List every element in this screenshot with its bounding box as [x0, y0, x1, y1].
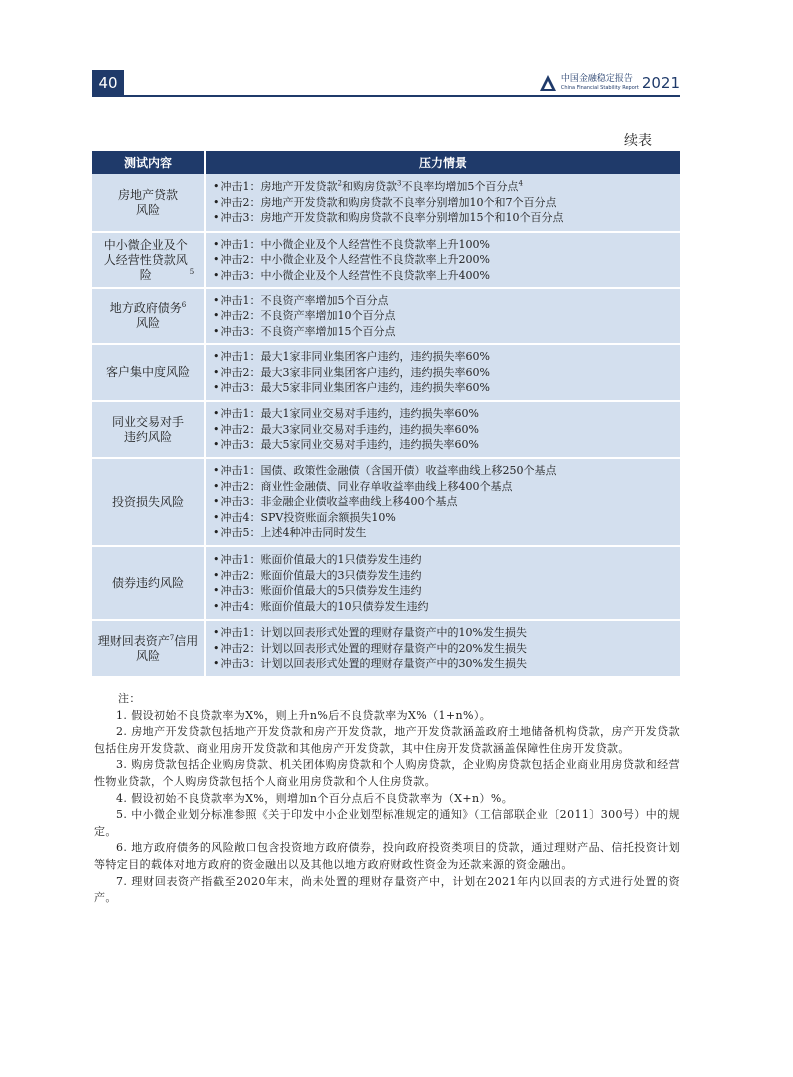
shock-item [213, 252, 680, 268]
note-item: 1. 假设初始不良贷款率为X%，则上升n%后不良贷款率为X%（1+n%）。 [116, 708, 492, 722]
category-cell [92, 401, 205, 458]
shock-label: 冲击3： [220, 438, 261, 452]
bullet-icon: • [213, 422, 220, 436]
bullet-icon: • [213, 211, 220, 225]
shock-cell [205, 401, 680, 458]
shock-text: 非金融企业债收益率曲线上移400个基点 [260, 495, 458, 509]
brand-title-cn: 中国金融稳定报告 [560, 74, 633, 84]
category-cell [92, 174, 205, 232]
shock-label: 冲击1： [220, 553, 261, 566]
shock-cell [205, 620, 680, 677]
note-item: 3. 购房贷款包括企业购房贷款、机关团体购房贷款和个人购房贷款，企业购房贷款包括企业商业用房贷款和经营性物业贷款，个人购房贷款包括个人商业用房贷款和个人住房贷款。 [94, 758, 680, 788]
shock-label: 冲击2： [220, 568, 261, 582]
shock-label: 冲击2： [220, 253, 261, 267]
shock-item [213, 525, 680, 541]
table-row [92, 458, 680, 546]
shock-item [213, 179, 680, 195]
bullet-icon: • [213, 293, 220, 307]
bullet-icon: • [213, 180, 220, 194]
shock-item [213, 625, 680, 641]
category-label: 房地产贷款风险 [117, 187, 178, 217]
shock-label: 冲击1： [220, 626, 261, 640]
shock-item [213, 422, 680, 438]
shock-cell [205, 288, 680, 344]
shock-text: 房地产开发贷款和购房贷款不良率分别增加10个和7个百分点 [260, 195, 557, 209]
category-label: 信用风险 [135, 633, 199, 663]
shock-label: 冲击2： [220, 641, 261, 655]
shock-item [213, 656, 680, 672]
bullet-icon: • [213, 626, 220, 640]
category-label: 理财回表资产 [97, 633, 170, 648]
notes-heading: 注： [118, 692, 141, 705]
bullet-icon: • [213, 479, 220, 493]
shock-text: 账面价值最大的10只债券发生违约 [260, 599, 429, 613]
table-row [92, 620, 680, 677]
shock-item [213, 324, 680, 340]
shock-text: 商业性金融债、同业存单收益率曲线上移400个基点 [260, 479, 513, 493]
shock-item [213, 479, 680, 495]
bullet-icon: • [213, 553, 220, 566]
shock-label: 冲击1： [220, 180, 261, 194]
bullet-icon: • [213, 350, 220, 364]
shock-item [213, 510, 680, 526]
shock-text: 国债、政策性金融债（含国开债）收益率曲线上移250个基点 [260, 464, 557, 478]
shock-label: 冲击3： [220, 657, 261, 671]
shock-label: 冲击2： [220, 195, 261, 209]
shock-item [213, 568, 680, 584]
shock-text: 账面价值最大的5只债券发生违约 [260, 584, 422, 597]
category-label: 风险 [135, 316, 160, 330]
shock-label: 冲击1： [220, 407, 261, 421]
category-cell [92, 458, 205, 546]
shock-text: 计划以回表形式处置的理财存量资产中的30%发生损失 [260, 657, 527, 671]
shock-text: 账面价值最大的3只债券发生违约 [260, 568, 422, 582]
bullet-icon: • [213, 381, 220, 395]
header-rule [92, 95, 680, 97]
shock-text: 最大5家非同业集团客户违约，违约损失率60% [260, 381, 490, 395]
shock-item [213, 552, 680, 568]
shock-label: 冲击5： [220, 526, 261, 540]
shock-text: SPV投资账面余额损失10% [260, 510, 396, 524]
category-label: 中小微企业及个人经营性贷款风险 [103, 237, 188, 282]
table-row [92, 546, 680, 620]
shock-item [213, 494, 680, 510]
shock-cell [205, 546, 680, 620]
shock-label: 冲击2： [220, 365, 261, 379]
bullet-icon: • [213, 568, 220, 582]
shock-item [213, 380, 680, 396]
shock-item [213, 599, 680, 615]
shock-item [213, 210, 680, 226]
shock-text: 计划以回表形式处置的理财存量资产中的10%发生损失 [260, 626, 527, 640]
bullet-icon: • [213, 599, 220, 613]
bullet-icon: • [213, 407, 220, 421]
shock-cell [205, 458, 680, 546]
shock-text: 不良资产率增加10个百分点 [260, 309, 396, 323]
continued-label: 续表 [624, 133, 652, 149]
shock-item [213, 463, 680, 479]
shock-text: 不良率均增加5个百分点 [401, 180, 519, 194]
shock-text: 计划以回表形式处置的理财存量资产中的20%发生损失 [260, 641, 527, 655]
category-label: 地方政府债务 [109, 301, 182, 315]
shock-text: 最大3家同业交易对手违约，违约损失率60% [260, 422, 479, 436]
shock-item [213, 583, 680, 599]
shock-label: 冲击4： [220, 510, 261, 524]
shock-cell [205, 344, 680, 401]
shock-text: 房地产开发贷款 [260, 180, 338, 194]
shock-label: 冲击1： [220, 293, 261, 307]
table-row [92, 344, 680, 401]
shock-label: 冲击3： [220, 495, 261, 509]
shock-text: 最大1家非同业集团客户违约，违约损失率60% [260, 350, 490, 364]
bullet-icon: • [213, 438, 220, 452]
shock-text: 中小微企业及个人经营性不良贷款率上升200% [260, 253, 490, 267]
note-item: 2. 房地产开发贷款包括地产开发贷款和房产开发贷款，地产开发贷款涵盖政府土地储备机构贷款，房产开发贷款包括住房开发贷款、商业用房开发贷款和其他房产开发贷款，其中住房开发贷款涵盖保障性住房开发贷款。 [94, 725, 680, 755]
shock-label: 冲击1： [220, 237, 261, 251]
category-cell [92, 620, 205, 677]
footnote-ref: 7 [169, 633, 175, 642]
shock-text: 不良资产率增加15个百分点 [260, 324, 396, 338]
shock-text: 不良资产率增加5个百分点 [260, 293, 389, 307]
bullet-icon: • [213, 253, 220, 267]
bullet-icon: • [213, 365, 220, 379]
shock-label: 冲击3： [220, 584, 261, 597]
bullet-icon: • [213, 641, 220, 655]
brand-title-en: China Financial Stability Report [560, 85, 639, 91]
shock-text: 最大5家同业交易对手违约，违约损失率60% [260, 438, 479, 452]
shock-item [213, 437, 680, 453]
shock-label: 冲击3： [220, 268, 261, 282]
report-brand [539, 72, 680, 94]
bullet-icon: • [213, 324, 220, 338]
shock-label: 冲击1： [220, 464, 261, 478]
shock-label: 冲击3： [220, 381, 261, 395]
table-row [92, 232, 680, 288]
shock-label: 冲击2： [220, 479, 261, 493]
note-item: 4. 假设初始不良贷款率为X%，则增加n个百分点后不良贷款率为（X+n）%。 [116, 791, 514, 805]
shock-item [213, 641, 680, 657]
shock-label: 冲击2： [220, 309, 261, 323]
category-cell [92, 288, 205, 344]
stress-test-table [92, 151, 680, 678]
table-row [92, 288, 680, 344]
shock-item [213, 268, 680, 284]
page-number: 40 [92, 70, 124, 96]
shock-cell [205, 174, 680, 232]
shock-item [213, 349, 680, 365]
table-header-row [92, 151, 680, 174]
shock-label: 冲击1： [220, 350, 261, 364]
category-label: 债券违约风险 [111, 575, 184, 590]
shock-cell [205, 232, 680, 288]
report-logo-icon [539, 74, 557, 92]
footnote-ref: 2 [337, 179, 342, 188]
category-label: 投资损失风险 [111, 494, 184, 509]
bullet-icon: • [213, 309, 220, 323]
header-test-content: 测试内容 [92, 151, 205, 174]
shock-label: 冲击4： [220, 599, 261, 613]
bullet-icon: • [213, 584, 220, 597]
shock-label: 冲击3： [220, 324, 261, 338]
shock-text: 最大3家非同业集团客户违约，违约损失率60% [260, 365, 490, 379]
shock-item [213, 365, 680, 381]
bullet-icon: • [213, 510, 220, 524]
bullet-icon: • [213, 526, 220, 540]
table-notes [94, 691, 680, 907]
shock-text: 最大1家同业交易对手违约，违约损失率60% [260, 407, 479, 421]
bullet-icon: • [213, 657, 220, 671]
footnote-ref: 6 [181, 301, 187, 309]
footnote-ref: 4 [518, 179, 523, 188]
note-item: 6. 地方政府债务的风险敞口包含投资地方政府债券，投向政府投资类项目的贷款，通过理财产品、信托投资计划等特定目的载体对地方政府的资金融出以及其他以地方政府财政性资金为还款来源的资金融出。 [94, 841, 680, 871]
table-row [92, 174, 680, 232]
shock-item [213, 293, 680, 309]
shock-item [213, 308, 680, 324]
note-item: 5. 中小微企业划分标准参照《关于印发中小企业划型标准规定的通知》（工信部联企业〔2011〕300号）中的规定。 [94, 808, 680, 838]
shock-item [213, 195, 680, 211]
shock-label: 冲击3： [220, 211, 261, 225]
category-cell [92, 546, 205, 620]
brand-year: 2021 [641, 74, 680, 92]
shock-text: 和购房贷款 [341, 180, 397, 194]
category-label: 客户集中度风险 [105, 365, 190, 379]
shock-text: 房地产开发贷款和购房贷款不良率分别增加15个和10个百分点 [260, 211, 564, 225]
category-cell [92, 344, 205, 401]
footnote-ref: 3 [396, 179, 402, 188]
bullet-icon: • [213, 464, 220, 478]
shock-item [213, 406, 680, 422]
bullet-icon: • [213, 195, 220, 209]
bullet-icon: • [213, 268, 220, 282]
category-label: 同业交易对手违约风险 [111, 414, 184, 444]
category-cell [92, 232, 205, 288]
shock-item [213, 237, 680, 253]
bullet-icon: • [213, 237, 220, 251]
shock-label: 冲击2： [220, 422, 261, 436]
header-stress-scenario: 压力情景 [205, 151, 680, 174]
shock-text: 中小微企业及个人经营性不良贷款率上升100% [260, 237, 490, 251]
shock-text: 上述4种冲击同时发生 [260, 526, 367, 540]
note-item: 7. 理财回表资产指截至2020年末，尚未处置的理财存量资产中，计划在2021年内以回表的方式进行处置的资产。 [94, 874, 680, 905]
footnote-ref: 5 [189, 267, 195, 276]
shock-text: 中小微企业及个人经营性不良贷款率上升400% [260, 268, 490, 282]
table-row [92, 401, 680, 458]
shock-text: 账面价值最大的1只债券发生违约 [260, 553, 422, 566]
bullet-icon: • [213, 495, 220, 509]
